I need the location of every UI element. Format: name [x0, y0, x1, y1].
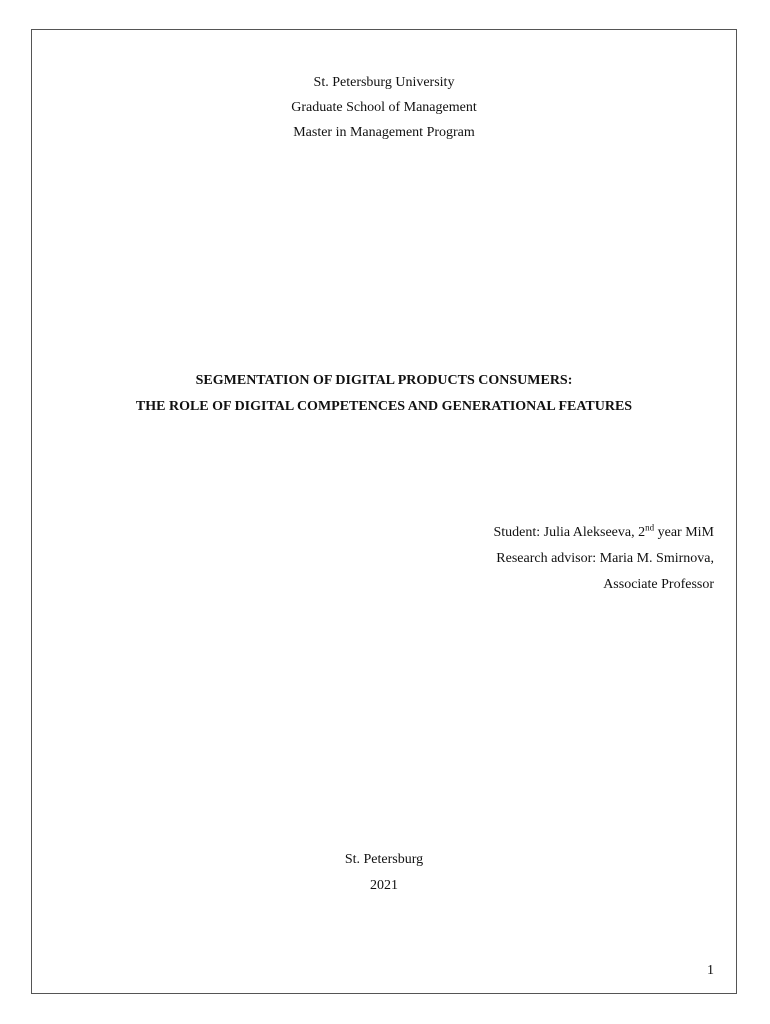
advisor-line: Research advisor: Maria M. Smirnova, — [496, 551, 714, 566]
student-line — [493, 520, 714, 546]
year: 2021 — [370, 878, 398, 893]
page-number: 1 — [707, 963, 714, 978]
institution-header — [32, 70, 736, 145]
title-line-1: SEGMENTATION OF DIGITAL PRODUCTS CONSUMERS: — [195, 373, 573, 388]
author-info — [493, 520, 714, 598]
university-name: St. Petersburg University — [313, 75, 455, 90]
student-prefix: Student: Julia Alekseeva, 2 — [493, 525, 646, 540]
document-page — [31, 29, 737, 994]
program-name: Master in Management Program — [293, 125, 475, 140]
advisor-title: Associate Professor — [603, 577, 714, 592]
student-ordinal-suffix: nd — [645, 522, 655, 533]
school-name: Graduate School of Management — [291, 100, 477, 115]
city: St. Petersburg — [344, 852, 424, 867]
thesis-title — [32, 368, 736, 420]
place-and-year — [32, 847, 736, 899]
student-suffix: year MiM — [654, 525, 714, 540]
title-line-2: THE ROLE OF DIGITAL COMPETENCES AND GENERATIONAL FEATURES — [135, 399, 633, 414]
